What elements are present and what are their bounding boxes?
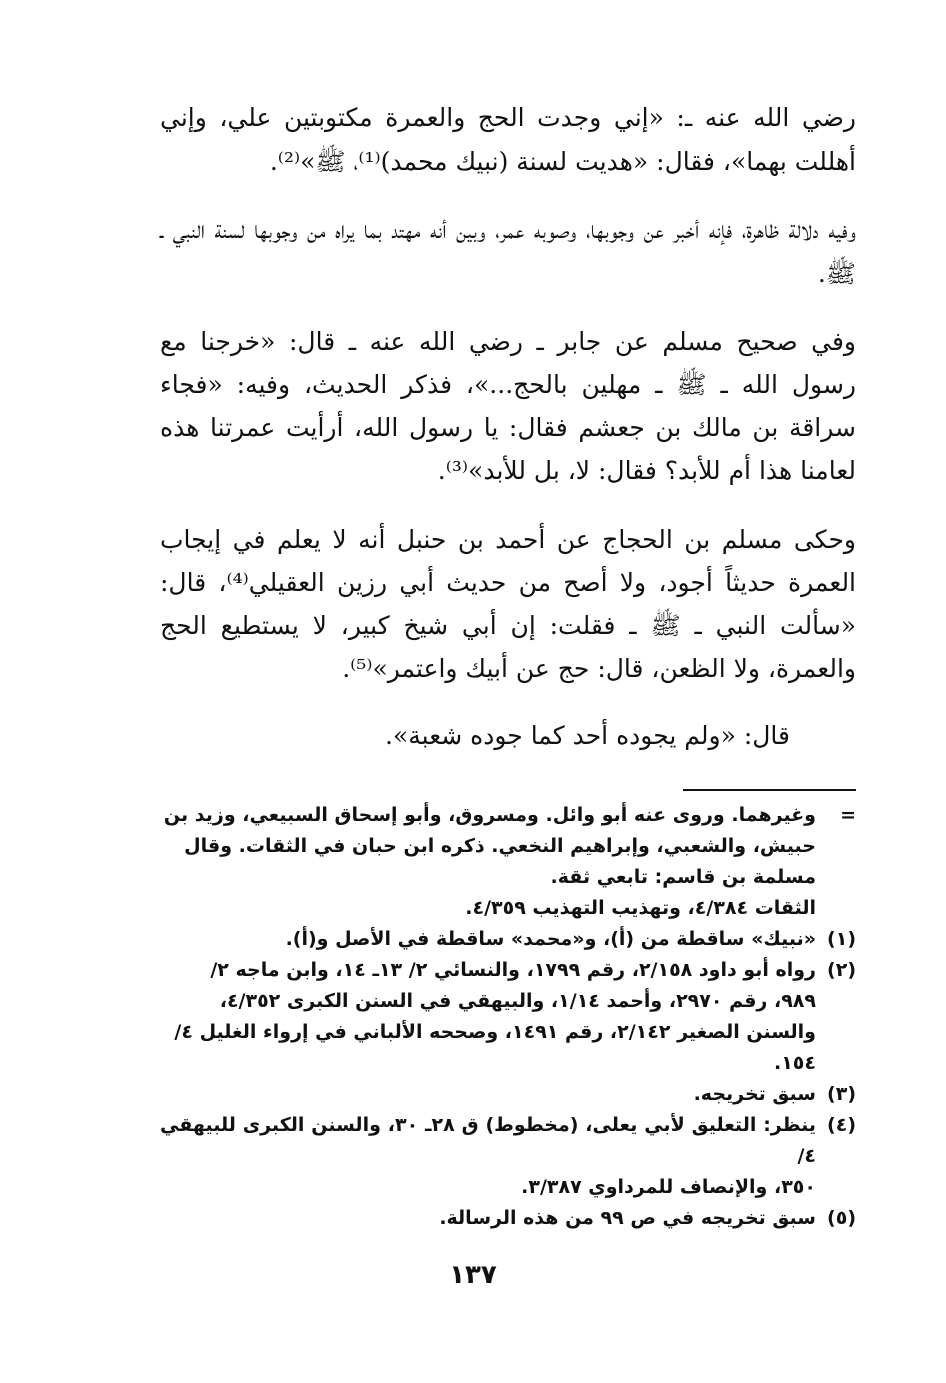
footnotes	[160, 800, 856, 1234]
footnote-line: الثقات ٤/٣٨٤، وتهذيب التهذيب ٤/٣٥٩.	[465, 897, 816, 919]
paragraph-4: وحكى مسلم بن الحجاج عن أحمد بن حنبل أنه لا يعلم في إيجاب العمرة حديثاً أجود، ولا أصح من حديث أبي رزين العقيلي⁽⁴⁾، قال: «سألت النبي ـ ﷺ ـ فقلت: إن أبي شيخ كبير، لا يستطيع الحج والعمرة، ولا الظعن، قال: حج عن أبيك واعتمر»⁽⁵⁾.	[160, 525, 857, 683]
footnote-line: حبيش، والشعبي، وإبراهيم النخعي. ذكره ابن حبان في الثقات. وقال	[184, 835, 816, 857]
paragraph-2: وفيه دلالة ظاهرة، فإنه أخبر عن وجوبها، وصوبه عمر، وبين أنه مهتد بما يراه من وجوبها لسنة النبي ـ ﷺ.	[160, 215, 856, 288]
footnote-line: سبق تخريجه في ص ٩٩ من هذه الرسالة.	[439, 1207, 816, 1229]
footnote-marker: (١)	[827, 928, 856, 950]
footnote-text	[160, 1203, 816, 1234]
footnote-5	[160, 1203, 856, 1234]
footnote-4	[160, 1110, 856, 1203]
footnote-line: مسلمة بن قاسم: تابعي ثقة.	[550, 866, 816, 888]
footnote-line: ٣٥٠، والإنصاف للمرداوي ٣/٣٨٧.	[521, 1176, 816, 1198]
footnote-3	[160, 1079, 856, 1110]
paragraph-1: رضي الله عنه ـ: «إني وجدت الحج والعمرة مكتوبتين علي، وإني أهللت بهما»، فقال: «هديت لسنة (نبيك محمد)⁽¹⁾، ﷺ»⁽²⁾.	[160, 103, 856, 176]
footnote-line: سبق تخريجه.	[693, 1083, 816, 1105]
footnote-2	[160, 955, 856, 1079]
footnote-line: رواه أبو داود ٢/١٥٨، رقم ١٧٩٩، والنسائي ٢/ ١٣ـ ١٤، وابن ماجه ٢/	[210, 959, 816, 981]
footnote-1	[160, 924, 856, 955]
footnote-text	[160, 800, 816, 924]
footnote-marker: (٢)	[827, 959, 856, 981]
footnote-marker: (٤)	[827, 1114, 856, 1136]
footnote-continuation	[160, 800, 856, 924]
footnote-marker: (٥)	[827, 1207, 856, 1229]
footnote-text	[160, 955, 816, 1079]
footnote-line: والسنن الصغير ٢/١٤٢، رقم ١٤٩١، وصححه الألباني في إرواء الغليل ٤/	[174, 1021, 816, 1043]
footnote-marker: =	[840, 804, 856, 826]
footnote-text	[160, 1110, 816, 1203]
footnote-line: ينظر: التعليق لأبي يعلى، (مخطوط) ق ٢٨ـ ٣٠، والسنن الكبرى للبيهقي ٤/	[160, 1114, 817, 1167]
footnote-text	[160, 924, 816, 955]
footnote-line: ٩٨٩، رقم ٢٩٧٠، وأحمد ١/١٤، والبيهقي في السنن الكبرى ٤/٣٥٢،	[219, 990, 816, 1012]
footnote-line: ١٥٤.	[773, 1052, 816, 1074]
paragraph-3: وفي صحيح مسلم عن جابر ـ رضي الله عنه ـ قال: «خرجنا مع رسول الله ـ ﷺ ـ مهلين بالحج...»، فذكر الحديث، وفيه: «فجاء سراقة بن مالك بن جعشم فقال: يا رسول الله، أرأيت عمرتنا هذه لعامنا هذا أم للأبد؟ فقال: لا، بل للأبد»⁽³⁾.	[160, 327, 856, 485]
footnote-separator	[683, 789, 856, 791]
footnote-text	[160, 1079, 816, 1110]
page-number: ١٣٧	[449, 1260, 497, 1290]
paragraph-5: قال: «ولم يجوده أحد كما جوده شعبة».	[385, 721, 790, 750]
footnote-line: «نبيك» ساقطة من (أ)، و«محمد» ساقطة في الأصل و(أ).	[285, 928, 816, 950]
footnote-line: وغيرهما. وروى عنه أبو وائل. ومسروق، وأبو إسحاق السبيعي، وزيد بن	[163, 804, 816, 826]
footnote-marker: (٣)	[827, 1083, 856, 1105]
